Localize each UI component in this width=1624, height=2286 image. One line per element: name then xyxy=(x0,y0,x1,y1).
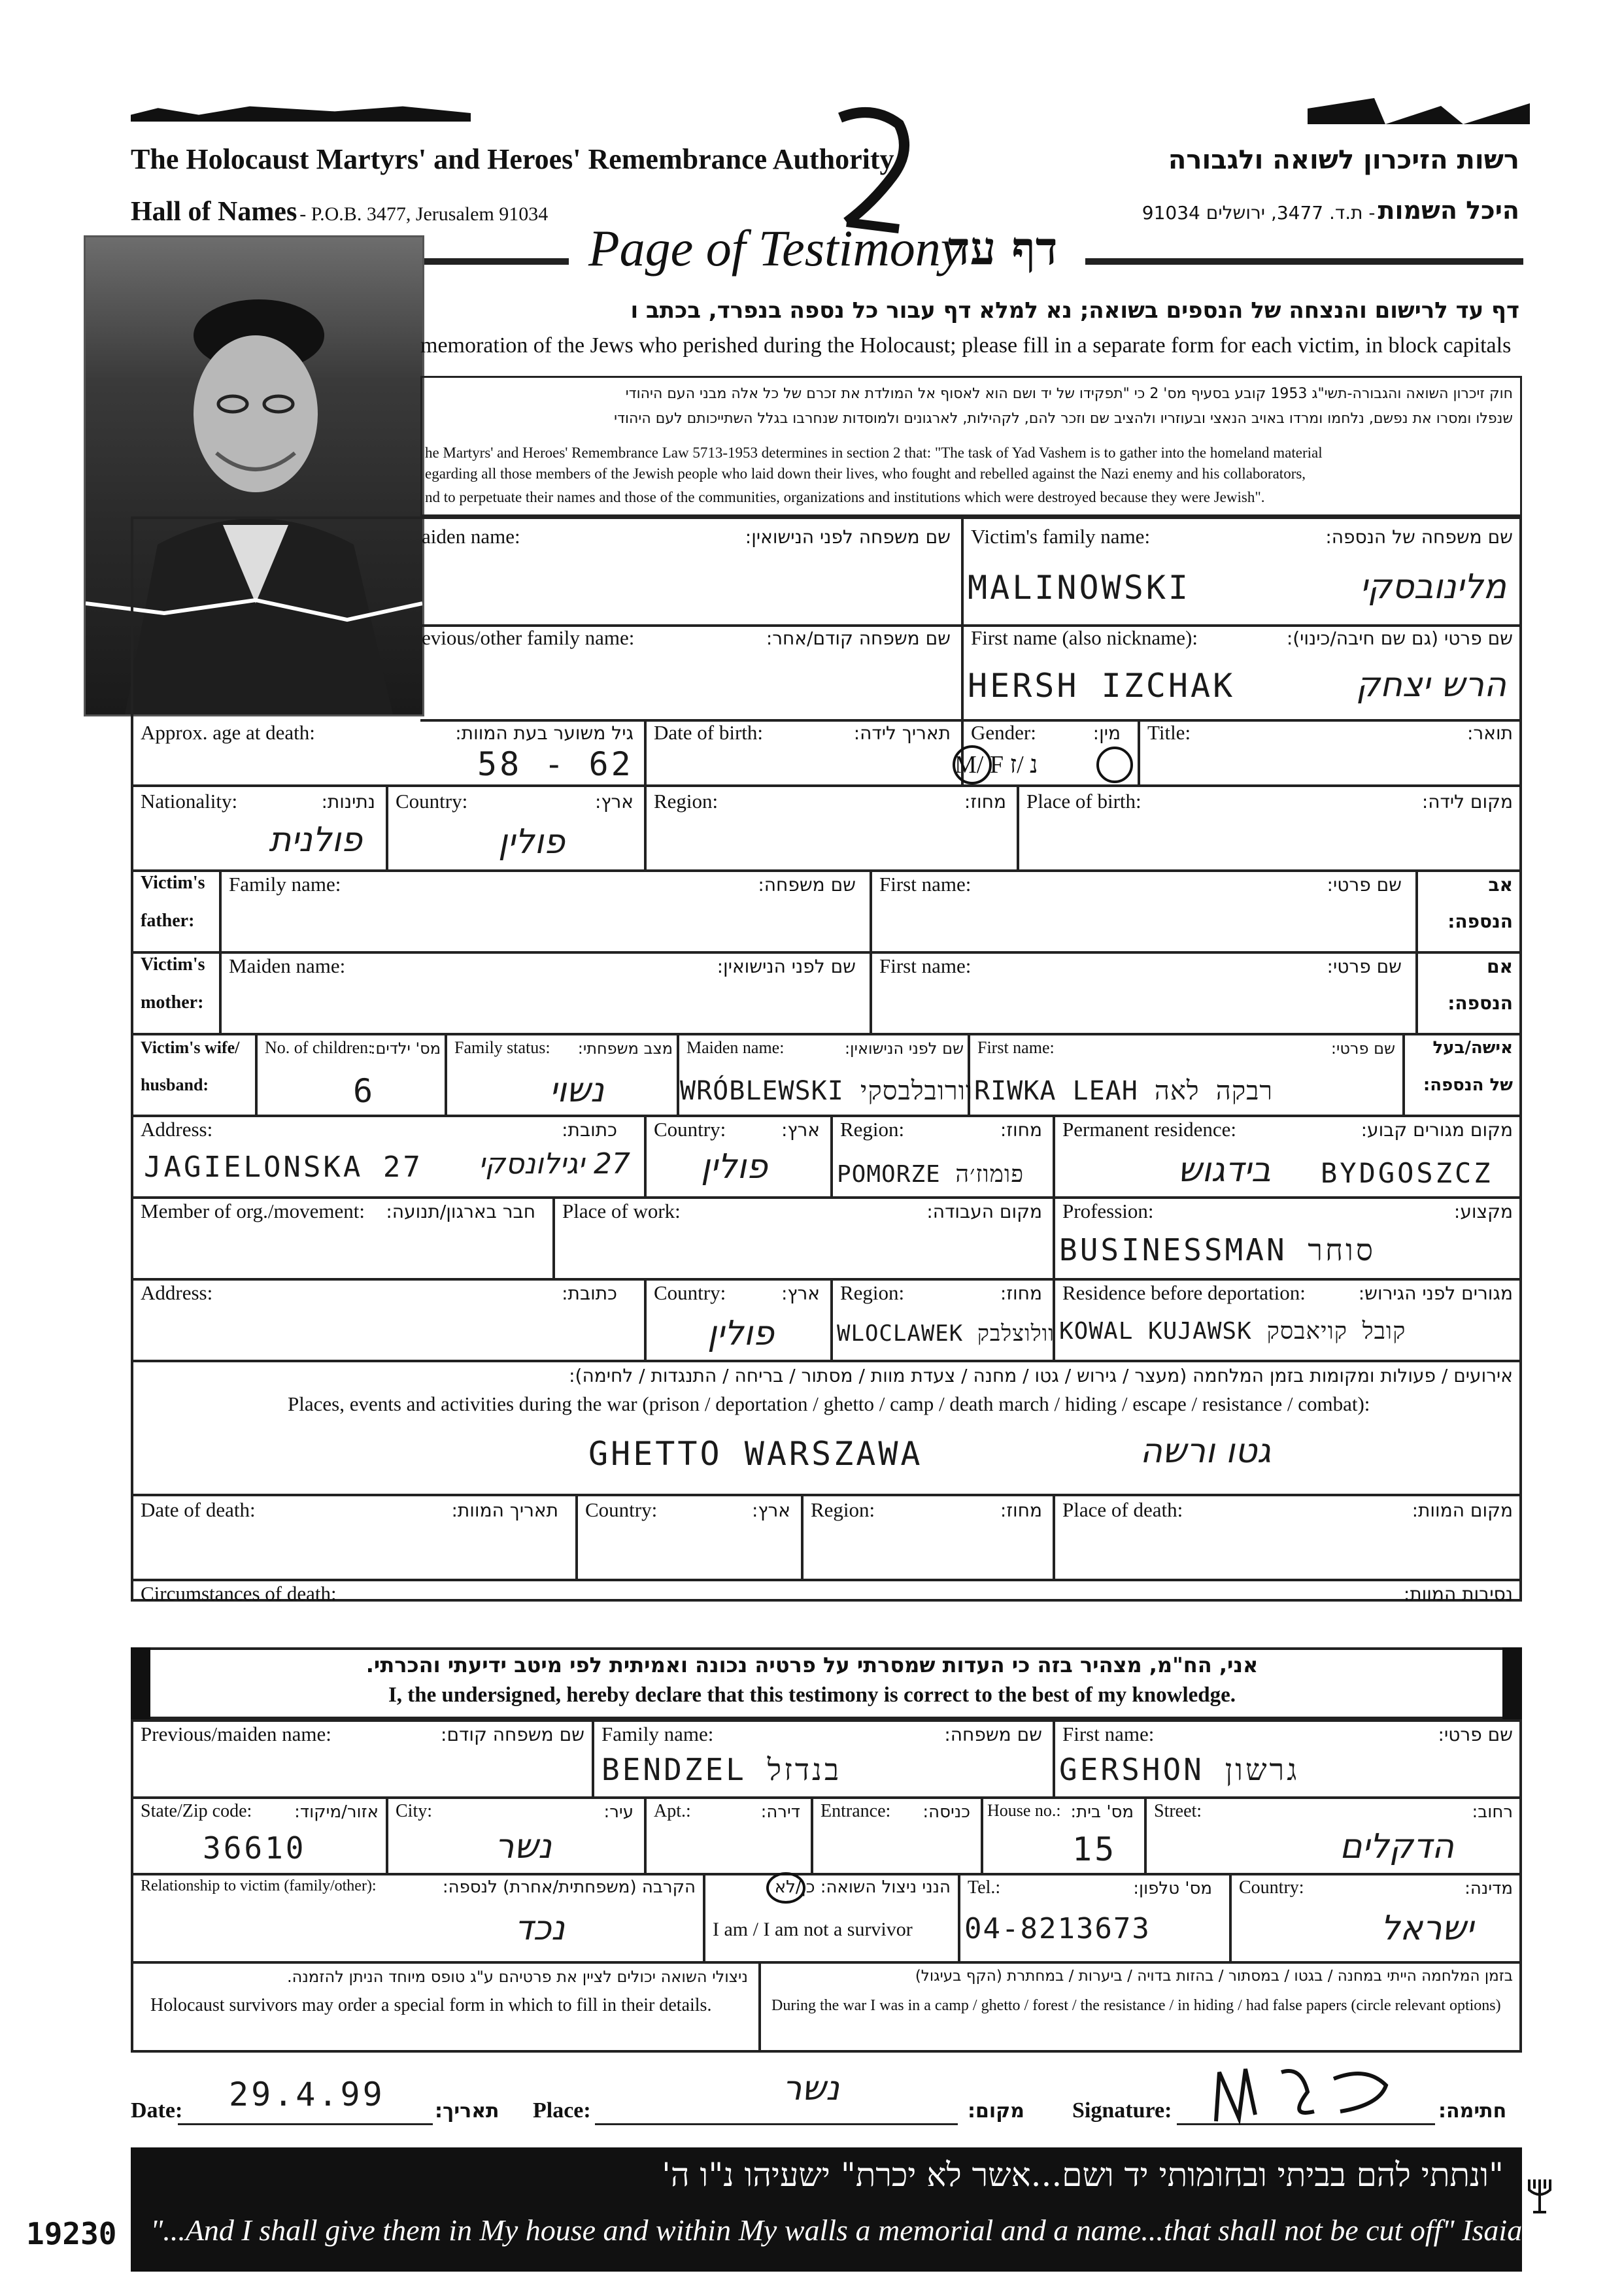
workplace-label-he: מקום העבודה: xyxy=(926,1201,1042,1222)
title-rule-right xyxy=(1085,258,1523,265)
mother-maiden-label-he: שם לפני הנישואין: xyxy=(717,956,856,977)
death-place-label-en: Place of death: xyxy=(1062,1498,1183,1521)
mother-label-he-1: אם xyxy=(1487,956,1513,977)
mother-maiden-label-en: Maiden name: xyxy=(229,954,346,977)
children-label-en: No. of children: xyxy=(265,1038,373,1057)
address1-country-value: פולין xyxy=(701,1147,768,1186)
profession-label-en: Profession: xyxy=(1062,1200,1154,1222)
victim-family-value-en: MALINOWSKI xyxy=(968,569,1191,607)
father-label-en-1: Victim's xyxy=(141,873,205,893)
address1-region-value: POMORZE פומוז׳ה xyxy=(837,1161,1024,1188)
col-rule xyxy=(386,784,388,869)
page-title-he: דף עד xyxy=(948,221,1058,275)
victim-maiden-label-he: שם משפחה לפני הנישואין: xyxy=(745,526,951,548)
apt-label-en: Apt.: xyxy=(654,1801,691,1821)
row-rule xyxy=(131,1278,1522,1281)
spouse-first-label-he: שם פרטי: xyxy=(1330,1039,1395,1058)
address1-value-he: 27 יגילונסקי xyxy=(478,1147,630,1181)
rel-value: נכד xyxy=(515,1909,565,1948)
col-rule xyxy=(870,869,872,1033)
sub-family-label-en: Family name: xyxy=(601,1723,714,1745)
perm-label-en: Permanent residence: xyxy=(1062,1118,1236,1141)
country-label-he: ארץ: xyxy=(594,791,634,813)
country-label-en: Country: xyxy=(396,790,468,813)
row-rule xyxy=(131,1360,1522,1362)
death-country-label-he: ארץ: xyxy=(751,1500,790,1521)
spouse-label-he-2: של הנספה: xyxy=(1423,1075,1513,1095)
city-label-he: עיר: xyxy=(603,1802,634,1822)
sub-country-value: ישראל xyxy=(1380,1909,1474,1948)
spouse-maiden-label-en: Maiden name: xyxy=(686,1038,785,1057)
col-rule xyxy=(758,1961,761,2053)
tel-label-he: מס' טלפון: xyxy=(1133,1879,1212,1898)
death-date-label-en: Date of death: xyxy=(141,1498,256,1521)
survivor-label-en: I am / I am not a survivor xyxy=(713,1919,913,1940)
org-name-en: The Holocaust Martyrs' and Heroes' Remembrance Authority xyxy=(131,143,894,175)
father-label-he-2: הנספה: xyxy=(1447,911,1513,932)
address2-label-en: Address: xyxy=(141,1281,213,1304)
survivor-no-circle xyxy=(765,1871,807,1905)
row-rule xyxy=(131,1873,1522,1875)
law-en-3-text: nd to perpetuate their names and those of the communities, organizations and institutions which were destroyed because they were Jewish". xyxy=(425,489,1265,505)
col-rule xyxy=(386,1796,388,1873)
address2-region-label-he: מחוז: xyxy=(1000,1283,1042,1304)
deport-value: KOWAL KUJAWSK קובל קויאבסק xyxy=(1059,1318,1406,1345)
address1-label-he: כתובת: xyxy=(562,1119,617,1141)
date-label-he: תאריך: xyxy=(435,2100,499,2123)
spouse-label-en-1: Victim's wife/ xyxy=(141,1038,240,1057)
hall-of-names-en xyxy=(131,196,548,227)
sub-country-label-he: מדינה: xyxy=(1464,1879,1513,1898)
gender-label-he: מין: xyxy=(1092,722,1121,744)
mother-label-he-2: הנספה: xyxy=(1447,992,1513,1014)
address1-country-label-en: Country: xyxy=(654,1118,726,1141)
death-date-label-he: תאריך המוות: xyxy=(451,1500,558,1521)
city-value: נשר xyxy=(494,1827,552,1866)
row-rule xyxy=(131,1961,1522,1964)
row-rule xyxy=(131,951,1522,954)
col-rule xyxy=(801,1494,804,1579)
col-rule xyxy=(1053,1719,1055,1796)
row-rule xyxy=(131,1579,1522,1581)
zip-label-he: אזור/מיקוד: xyxy=(294,1802,379,1822)
col-rule xyxy=(1053,1115,1055,1196)
sub-first-label-en: First name: xyxy=(1062,1723,1155,1745)
address2-region-value: WLOCLAWEK וולוצלבק xyxy=(837,1320,1055,1347)
gender-label-en: Gender: xyxy=(971,721,1036,744)
intro-en: memoration of the Jews who perished during the Holocaust; please fill in a separate form for each victim, in block capitals xyxy=(420,333,1512,358)
victim-first-value-en: HERSH IZCHAK xyxy=(968,667,1236,705)
wartime-label-he: אירועים / פעולות ומקומות בזמן המלחמה (מעצר / גירוש / גטו / מחנה / צעדת מוות / מסתור / בריחה / התנגדות / לחימה): xyxy=(569,1365,1513,1387)
place-value: נשר xyxy=(782,2069,839,2108)
spouse-first-value: RIWKA LEAH רבקה לאה xyxy=(974,1076,1274,1106)
row-rule xyxy=(131,1196,1522,1199)
address2-label-he: כתובת: xyxy=(562,1283,617,1304)
pob-label-en: Place of birth: xyxy=(1026,790,1142,813)
house-value: 15 xyxy=(1072,1830,1117,1868)
spouse-maiden-value: WRÓBLEWSKI וורובלבסקי xyxy=(680,1076,973,1106)
father-family-label-en: Family name: xyxy=(229,873,341,896)
date-value: 29.4.99 xyxy=(229,2076,385,2113)
spouse-label-he-1: אישה/בעל xyxy=(1432,1038,1513,1058)
col-rule xyxy=(644,719,647,784)
wartime-value-en: GHETTO WARSZAWA xyxy=(588,1435,923,1473)
gender-zayin-circle xyxy=(1092,742,1138,788)
org-name-he: רשות הזיכרון לשואה ולגבורה xyxy=(1168,145,1519,175)
place-label-he: מקום: xyxy=(968,2100,1024,2123)
profession-value: BUSINESSMAN סוחר xyxy=(1059,1232,1376,1268)
children-label-he: מס' ילדים: xyxy=(370,1039,441,1058)
dob-label-he: תאריך לידה: xyxy=(853,722,951,744)
row-rule xyxy=(131,1115,1522,1117)
nationality-label-he: נתינות: xyxy=(321,791,375,813)
intro-he: דף עד לרישום והנצחה של הנספים בשואה; נא למלא דף עבור כל נספה בנפרד, בכתב ו xyxy=(630,297,1519,324)
rel-label-he: הקרבה (משפחתית/אחרת) לנספה: xyxy=(442,1877,696,1897)
victim-family-label-he: שם משפחה של הנספה: xyxy=(1325,526,1513,548)
street-label-en: Street: xyxy=(1154,1801,1202,1821)
date-line xyxy=(178,2123,433,2125)
col-rule xyxy=(1053,1494,1055,1579)
sub-country-label-en: Country: xyxy=(1239,1877,1304,1898)
profession-label-he: מקצוע: xyxy=(1453,1201,1513,1222)
col-rule xyxy=(552,1196,555,1278)
perm-value-en: BYDGOSZCZ xyxy=(1321,1157,1493,1189)
war-option-he: בזמן המלחמה הייתי במחנה / בגטו / במסתור / בהזות בדויה / ביערות / במחתרת (הקף בעיגול) xyxy=(915,1968,1513,1985)
perm-value-he: בידגוש xyxy=(1177,1151,1271,1190)
status-label-en: Family status: xyxy=(454,1038,550,1057)
children-value: 6 xyxy=(353,1072,376,1110)
col-rule xyxy=(644,1796,647,1873)
member-label-en: Member of org./movement: xyxy=(141,1200,365,1222)
spouse-maiden-label-he: שם לפני הנישואין: xyxy=(844,1039,964,1058)
gender-value: M/ F נ /ז xyxy=(955,751,1038,779)
pob-label-he: מקום לידה: xyxy=(1421,791,1513,813)
apt-label-he: דירה: xyxy=(760,1802,800,1822)
wartime-value-he: גטו ורשה xyxy=(1140,1432,1271,1471)
declaration-en: I, the undersigned, hereby declare that this testimony is correct to the best of my knowledge. xyxy=(388,1683,1236,1707)
death-region-label-en: Region: xyxy=(811,1498,875,1521)
top-cut-banner xyxy=(131,105,471,122)
sub-prev-label-en: Previous/maiden name: xyxy=(141,1723,331,1745)
hall-of-names-he xyxy=(1142,196,1519,225)
col-rule xyxy=(644,1278,647,1360)
archive-number: 19230 xyxy=(26,2216,117,2251)
victim-first-label-he: שם פרטי (גם שם חיבה/כינוי): xyxy=(1286,628,1513,649)
col-rule xyxy=(830,1278,833,1360)
war-option-en: During the war I was in a camp / ghetto / forest / the resistance / in hiding / had false papers (circle relevant options) xyxy=(771,1997,1501,2014)
menorah-icon xyxy=(1527,2177,1553,2216)
mother-first-label-en: First name: xyxy=(879,954,972,977)
workplace-label-en: Place of work: xyxy=(562,1200,681,1222)
place-label-en: Place: xyxy=(533,2098,591,2123)
col-rule xyxy=(811,1796,813,1873)
col-rule xyxy=(219,869,222,1033)
age-label-he: גיל משוער בעת המוות: xyxy=(455,722,634,744)
victim-prev-label-en: evious/other family name: xyxy=(422,626,635,649)
victim-family-label-en: Victim's family name: xyxy=(971,525,1151,548)
col-rule xyxy=(644,1115,647,1196)
address1-region-label-he: מחוז: xyxy=(1000,1119,1042,1141)
row-rule xyxy=(131,869,1522,872)
col-rule xyxy=(575,1494,578,1579)
gender-m-circle xyxy=(949,742,995,788)
title-label-he: תואר: xyxy=(1467,722,1513,744)
special-form-en: Holocaust survivors may order a special form in which to fill in their details. xyxy=(150,1995,712,2015)
nationality-value: פולנית xyxy=(269,820,362,860)
hall-of-names-address: - P.O.B. 3477, Jerusalem 91034 xyxy=(299,203,549,225)
address2-country-value: פולין xyxy=(707,1314,774,1353)
address1-country-label-he: ארץ: xyxy=(781,1119,820,1141)
address2-country-label-en: Country: xyxy=(654,1281,726,1304)
city-label-en: City: xyxy=(396,1801,433,1821)
law-he-2: שנפלו ומסרו את נפשם, נלחמו ומרדו באויב הנאצי ובעוזריו ולהציב שם וזכר להם, לקהילות, לארגונים ולמוסדות שנחרבו בגלל השתייכותם לעם היהודי xyxy=(614,411,1513,427)
date-label-en: Date: xyxy=(131,2098,183,2123)
col-rule xyxy=(1053,1278,1055,1360)
entrance-label-he: כניסה: xyxy=(922,1802,970,1822)
hall-of-names-he-address: - ת.ד. 3477, ירושלים 91034 xyxy=(1142,202,1376,224)
col-rule xyxy=(1415,869,1418,1033)
declaration-he: אני, הח"מ, מצהיר בזה כי העדות שמסרתי על פרטיה נכונה ואמיתית לפי מיטב ידיעתי והכרתי. xyxy=(365,1653,1259,1677)
address1-value-en: JAGIELONSKA 27 xyxy=(144,1151,423,1184)
sub-family-value: BENDZEL בנדזל xyxy=(601,1752,842,1787)
father-first-label-he: שם פרטי: xyxy=(1327,874,1402,896)
col-rule xyxy=(592,1719,594,1796)
spouse-label-en-2: husband: xyxy=(141,1075,209,1094)
quote-he: "ונתתי להם בביתי ובחומותי יד ושם...אשר לא יכרת" ישעיהו נ"ו ה' xyxy=(662,2156,1504,2194)
sub-family-label-he: שם משפחה: xyxy=(944,1724,1042,1745)
street-value: הדקלים xyxy=(1340,1827,1454,1866)
col-rule xyxy=(703,1873,705,1961)
house-label-en: House no.: xyxy=(987,1801,1061,1820)
row-rule xyxy=(131,1796,1522,1799)
tel-value: 04-8213673 xyxy=(964,1912,1151,1945)
law-en-3 xyxy=(425,489,1264,506)
law-en-1: he Martyrs' and Heroes' Remembrance Law 5713-1953 determines in section 2 that: "The task of Yad Vashem is to gather into the homeland material xyxy=(425,445,1323,461)
rel-label-en: Relationship to victim (family/other): xyxy=(141,1877,377,1894)
region-label-he: מחוז: xyxy=(964,791,1006,813)
col-rule xyxy=(1138,719,1140,784)
col-rule xyxy=(1229,1873,1232,1961)
law-he-1: חוק זיכרון השואה והגבורה-תשי"ג 1953 קובע בסעיף מס' 2 כי "תפקידו של יד ושם הוא לאסוף אל המולדת את זכרם של כל אלה מבני העם היהודי xyxy=(625,386,1513,402)
wartime-label-en: Places, events and activities during the war (prison / deportation / ghetto / camp / death march / hiding / escape / resistance / combat): xyxy=(288,1392,1370,1415)
victim-first-label-en: First name (also nickname): xyxy=(971,626,1198,649)
sub-first-label-he: שם פרטי: xyxy=(1438,1724,1513,1745)
signature-label-en: Signature: xyxy=(1072,2098,1172,2123)
place-line xyxy=(595,2123,958,2125)
victim-prev-label-he: שם משפחה קודם/אחר: xyxy=(766,628,951,649)
victim-family-value-he: מלינובסקי xyxy=(1360,567,1506,607)
country-value: פולין xyxy=(498,822,565,862)
col-rule xyxy=(677,1033,679,1115)
father-first-label-en: First name: xyxy=(879,873,972,896)
member-label-he: חבר בארגון/תנועה: xyxy=(386,1201,535,1222)
page-title-en: Page of Testimony xyxy=(588,220,964,277)
mother-first-label-he: שם פרטי: xyxy=(1327,956,1402,977)
mother-label-en-1: Victim's xyxy=(141,954,205,975)
col-rule xyxy=(445,1033,447,1115)
law-en-2: egarding all those members of the Jewish people who laid down their lives, who fought and rebelled against the Nazi enemy and his collaborators, xyxy=(425,465,1306,482)
row-rule xyxy=(131,1033,1522,1035)
age-value: 58 - 62 xyxy=(477,745,634,783)
death-place-label-he: מקום המוות: xyxy=(1412,1500,1513,1521)
age-label-en: Approx. age at death: xyxy=(141,721,315,744)
address1-region-label-en: Region: xyxy=(840,1118,905,1141)
col-rule xyxy=(1402,1033,1405,1115)
deport-label-he: מגורים לפני הגירוש: xyxy=(1358,1283,1513,1304)
region-label-en: Region: xyxy=(654,790,719,813)
col-rule xyxy=(1017,784,1019,869)
mother-label-en-2: mother: xyxy=(141,992,204,1013)
zip-value: 36610 xyxy=(203,1830,307,1866)
sub-first-value: GERSHON גרשון xyxy=(1059,1752,1300,1787)
father-family-label-he: שם משפחה: xyxy=(758,874,856,896)
death-circ-label-en: Circumstances of death: xyxy=(141,1582,337,1605)
address1-label-en: Address: xyxy=(141,1118,213,1141)
col-rule xyxy=(1144,1796,1147,1873)
death-country-label-en: Country: xyxy=(585,1498,658,1521)
status-label-he: מצב משפחתי: xyxy=(577,1039,673,1058)
status-value: נשוי xyxy=(549,1071,604,1110)
col-rule xyxy=(255,1033,258,1115)
death-region-label-he: מחוז: xyxy=(1000,1500,1042,1521)
spouse-first-label-en: First name: xyxy=(977,1038,1055,1057)
perm-label-he: מקום מגורים קבוע: xyxy=(1361,1119,1513,1141)
special-form-he: ניצולי השואה יכולים לציין את פרטיהם ע"ג טופס מיוחד הניתן להזמנה. xyxy=(287,1968,748,1986)
house-label-he: מס' בית: xyxy=(1070,1802,1134,1822)
title-label-en: Title: xyxy=(1147,721,1191,744)
quote-en: "...And I shall give them in My house and within My walls a memorial and a name...that shall not be cut off" Isaiah, 56:5 xyxy=(150,2213,1608,2247)
signature-scribble xyxy=(1210,2059,1406,2131)
death-circ-label-he: נסיבות המוות: xyxy=(1403,1583,1513,1605)
sub-prev-label-he: שם משפחה קודם: xyxy=(441,1724,584,1745)
victim-maiden-label-en: aiden name: xyxy=(422,525,520,548)
father-label-en-2: father: xyxy=(141,911,195,931)
col-rule xyxy=(830,1115,833,1196)
tel-label-en: Tel.: xyxy=(968,1877,1001,1898)
zip-label-en: State/Zip code: xyxy=(141,1801,252,1821)
deport-label-en: Residence before deportation: xyxy=(1062,1281,1306,1304)
address2-region-label-en: Region: xyxy=(840,1281,905,1304)
col-rule xyxy=(958,1873,960,1961)
row-rule xyxy=(131,1494,1522,1496)
row-rule xyxy=(131,784,1522,787)
top-cut-banner-he xyxy=(1308,98,1530,124)
col-rule xyxy=(644,784,647,869)
signature-label-he: חתימה: xyxy=(1438,2100,1507,2123)
hall-of-names-label: Hall of Names xyxy=(131,197,297,227)
survivor-label-he: הנני ניצול השואה: כן/לא xyxy=(774,1877,951,1897)
title-rule-left xyxy=(418,258,569,265)
street-label-he: רחוב: xyxy=(1472,1802,1513,1822)
hall-of-names-he-label: היכל השמות xyxy=(1378,196,1519,225)
nationality-label-en: Nationality: xyxy=(141,790,238,813)
entrance-label-en: Entrance: xyxy=(820,1801,891,1821)
col-rule xyxy=(1053,1196,1055,1278)
col-rule xyxy=(961,516,964,719)
col-rule xyxy=(981,1796,983,1873)
dob-label-en: Date of birth: xyxy=(654,721,764,744)
address2-country-label-he: ארץ: xyxy=(781,1283,820,1304)
victim-first-value-he: הרש יצחק xyxy=(1355,665,1506,705)
father-label-he-1: אב xyxy=(1488,874,1513,896)
